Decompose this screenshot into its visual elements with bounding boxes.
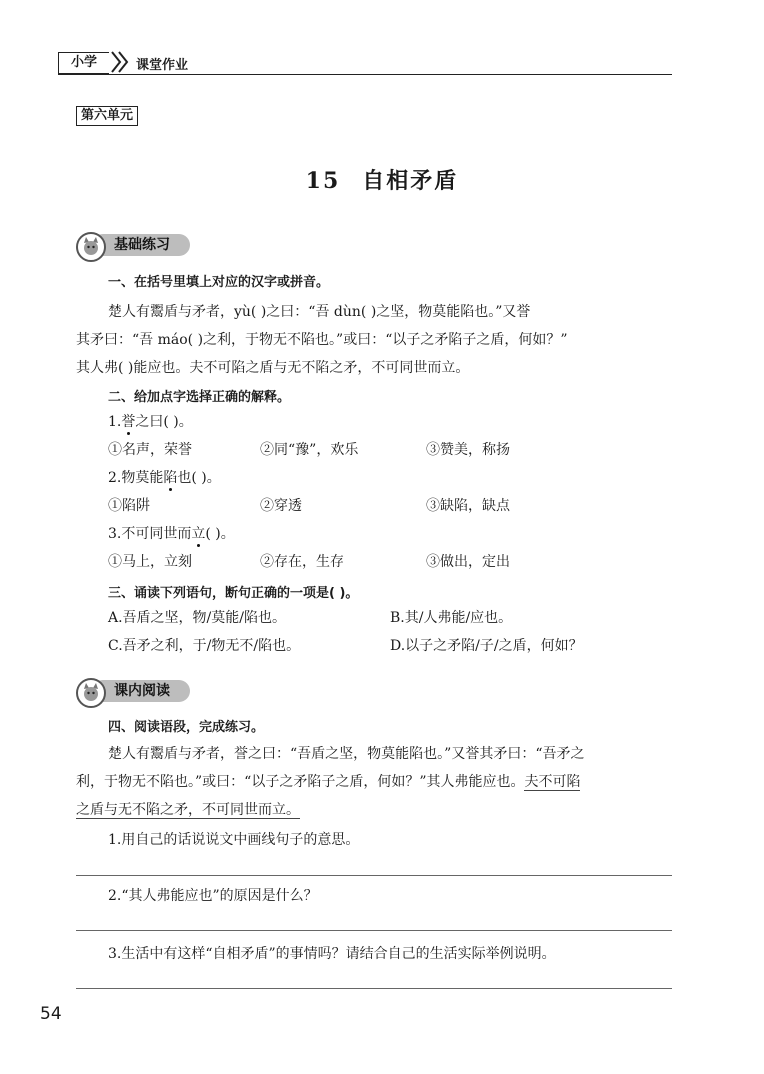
q2-item-3 xyxy=(108,520,235,548)
q2-item-1-option-3: ③赞美，称扬 xyxy=(426,442,510,458)
q3-option-d: D.以子之矛陷/子/之盾，何如？ xyxy=(390,638,583,654)
q3-option-a: A.吾盾之坚，物/莫能/陷也。 xyxy=(108,610,286,626)
underlined-sentence: 之盾与无不陷之矛，不可同世而立。 xyxy=(76,802,300,818)
underlined-sentence: 夫不可陷 xyxy=(524,774,581,790)
q1-text-line-3: 其人弗( )能应也。夫不可陷之盾与无不陷之矛，不可同世而立。 xyxy=(76,360,470,376)
q2-item-2-option-3: ③缺陷，缺点 xyxy=(426,498,510,514)
q2-item-1 xyxy=(108,408,193,436)
q2-item-2 xyxy=(108,464,221,492)
q4-passage-line-3 xyxy=(76,796,300,824)
section-banner-basic xyxy=(76,232,236,260)
answer-line[interactable] xyxy=(76,988,672,989)
q4-passage-line-1: 楚人有鬻盾与矛者，誉之曰：“吾盾之坚，物莫能陷也。”又誉其矛曰：“吾矛之 xyxy=(108,746,585,762)
cat-mascot-icon xyxy=(76,232,106,262)
q1-text-line-1: 楚人有鬻盾与矛者，yù( )之曰：“吾 dùn( )之坚，物莫能陷也。”又誉 xyxy=(108,304,531,320)
page-number: 54 xyxy=(40,1004,62,1024)
lesson-title xyxy=(0,164,764,195)
unit-label: 第六单元 xyxy=(76,106,138,126)
q2-item-rest: ( )。 xyxy=(205,526,235,542)
q4-sub-question-3: 3.生活中有这样“自相矛盾”的事情吗？请结合自己的生活实际举例说明。 xyxy=(108,946,556,962)
q2-item-rest: 也( )。 xyxy=(177,470,221,486)
q2-item-prefix: 2.物莫能 xyxy=(108,470,164,486)
q2-item-3-option-3: ③做出，定出 xyxy=(426,554,510,570)
q4-sub-question-1: 1.用自己的话说说文中画线句子的意思。 xyxy=(108,832,360,848)
q4-sub-question-2: 2.“其人弗能应也”的原因是什么？ xyxy=(108,888,318,904)
q2-item-3-option-2: ②存在，生存 xyxy=(260,554,344,570)
answer-line[interactable] xyxy=(76,875,672,876)
header-rule xyxy=(58,74,672,75)
q3-option-b: B.其/人弗能/应也。 xyxy=(390,610,513,626)
q3-option-c: C.吾矛之利，于/物无不/陷也。 xyxy=(108,638,301,654)
q4-passage-text: 利，于物无不陷也。”或曰：“以子之矛陷子之盾，何如？”其人弗能应也。 xyxy=(76,774,525,790)
page-header xyxy=(58,50,672,76)
dotted-char: 陷 xyxy=(163,470,178,486)
dotted-char: 誉 xyxy=(121,414,136,430)
cat-mascot-icon xyxy=(76,678,106,708)
question-2-heading: 二、给加点字选择正确的解释。 xyxy=(108,390,291,405)
q2-item-3-option-1: ①马上，立刻 xyxy=(108,554,192,570)
q2-item-1-option-2: ②同“豫”，欢乐 xyxy=(260,442,359,458)
lesson-name: 自相矛盾 xyxy=(362,168,459,194)
answer-line[interactable] xyxy=(76,930,672,931)
section-banner-label: 课内阅读 xyxy=(92,680,190,702)
q2-item-prefix: 1. xyxy=(108,414,122,430)
chevron-double-icon xyxy=(108,50,132,74)
question-4-heading: 四、阅读语段，完成练习。 xyxy=(108,720,265,735)
q4-passage-line-2 xyxy=(76,768,580,796)
section-banner-label: 基础练习 xyxy=(92,234,190,256)
q2-item-prefix: 3.不可同世而 xyxy=(108,526,192,542)
lesson-number: 15 xyxy=(305,168,341,194)
question-1-heading: 一、在括号里填上对应的汉字或拼音。 xyxy=(108,275,330,290)
q2-item-2-option-1: ①陷阱 xyxy=(108,498,150,514)
q2-item-rest: 之曰( )。 xyxy=(135,414,193,430)
q1-text-line-2: 其矛曰：“吾 máo( )之利，于物无不陷也。”或曰：“以子之矛陷子之盾，何如？” xyxy=(76,332,568,348)
q2-item-2-option-2: ②穿透 xyxy=(260,498,302,514)
question-3-heading: 三、诵读下列语句，断句正确的一项是( )。 xyxy=(108,586,359,601)
header-title: 课堂作业 xyxy=(136,58,189,73)
q2-item-1-option-1: ①名声，荣誉 xyxy=(108,442,192,458)
dotted-char: 立 xyxy=(191,526,206,542)
section-banner-reading xyxy=(76,678,236,706)
grade-label: 小学 xyxy=(58,52,109,74)
